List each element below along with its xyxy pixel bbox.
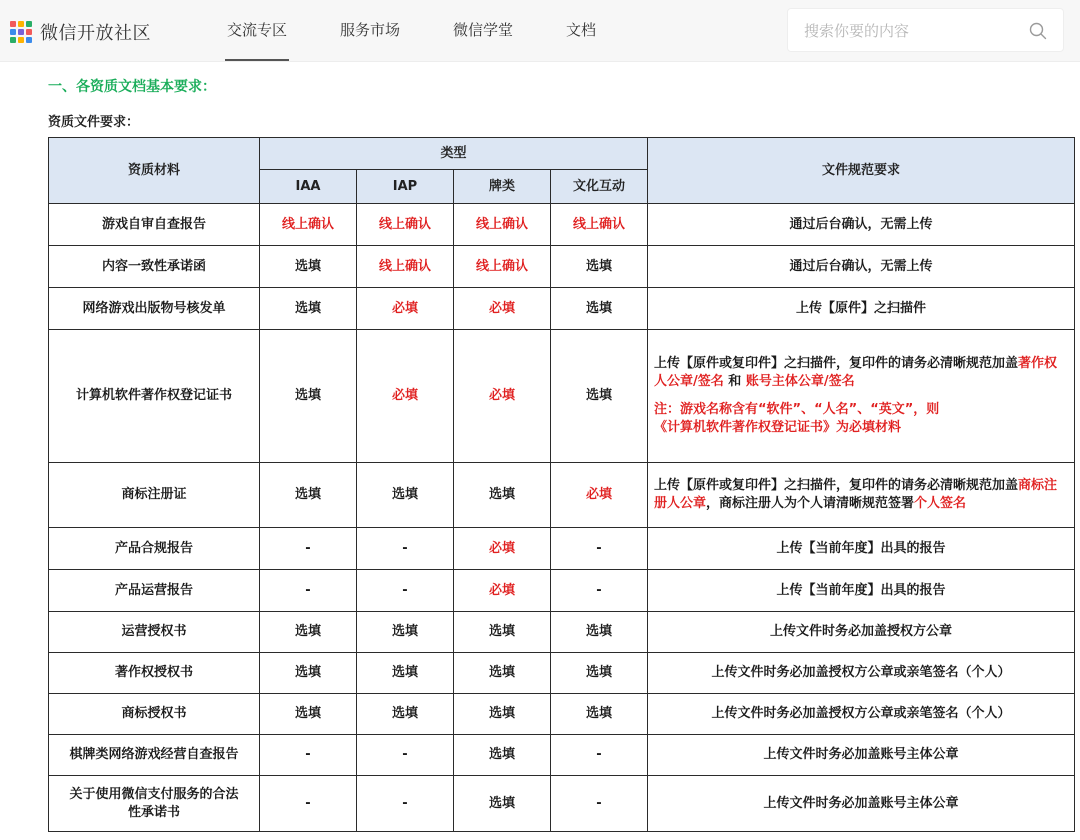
- table-row: [49, 288, 1075, 330]
- cell-card: 选填: [454, 463, 551, 528]
- nav-item-wechat-academy[interactable]: 微信学堂: [453, 21, 514, 39]
- cell-card: 必填: [454, 570, 551, 612]
- cell-card: 选填: [454, 653, 551, 694]
- logo-dot: [26, 37, 32, 43]
- header-material: 资质材料: [49, 138, 260, 204]
- cell-spec: 上传【当前年度】出具的报告: [648, 528, 1075, 570]
- material-name: 商标注册证: [49, 463, 260, 528]
- table-row: [49, 330, 1075, 463]
- header-iaa: IAA: [260, 170, 357, 204]
- table-row: [49, 694, 1075, 735]
- site-logo[interactable]: [10, 19, 151, 45]
- logo-dot: [18, 37, 24, 43]
- header-culture: 文化互动: [551, 170, 648, 204]
- nav-item-docs[interactable]: 文档: [566, 21, 597, 39]
- logo-dot: [10, 21, 16, 27]
- community-logo-icon: [10, 21, 32, 43]
- cell-iap: 选填: [357, 653, 454, 694]
- spec-highlight: 著作权人公章/签名: [654, 356, 1058, 389]
- cell-culture: -: [551, 528, 648, 570]
- cell-culture: -: [551, 570, 648, 612]
- cell-iaa: -: [260, 735, 357, 776]
- cell-iap: -: [357, 528, 454, 570]
- cell-card: 选填: [454, 776, 551, 832]
- cell-culture: -: [551, 735, 648, 776]
- material-name: 计算机软件著作权登记证书: [49, 330, 260, 463]
- cell-spec: 上传文件时务必加盖授权方公章或亲笔签名（个人）: [648, 653, 1075, 694]
- spec-highlight: 商标注册人公章: [654, 478, 1058, 511]
- material-name: 运营授权书: [49, 612, 260, 653]
- cell-culture: 选填: [551, 246, 648, 288]
- header-iap: IAP: [357, 170, 454, 204]
- cell-iaa: 选填: [260, 288, 357, 330]
- table-row: [49, 570, 1075, 612]
- material-name: 网络游戏出版物号核发单: [49, 288, 260, 330]
- material-name: 游戏自审自查报告: [49, 204, 260, 246]
- cell-iaa: -: [260, 776, 357, 832]
- logo-dot: [10, 37, 16, 43]
- cell-iap: 选填: [357, 463, 454, 528]
- cell-iaa: -: [260, 528, 357, 570]
- cell-card: 选填: [454, 735, 551, 776]
- material-name: 内容一致性承诺函: [49, 246, 260, 288]
- cell-iaa: 选填: [260, 246, 357, 288]
- cell-card: 线上确认: [454, 246, 551, 288]
- spec-text: ，商标注册人为个人请清晰规范签署: [706, 496, 915, 511]
- cell-spec: 上传文件时务必加盖账号主体公章: [648, 776, 1075, 832]
- cell-iaa: 选填: [260, 694, 357, 735]
- logo-dot: [18, 21, 24, 27]
- cell-iaa: 选填: [260, 653, 357, 694]
- nav-item-service-market[interactable]: 服务市场: [340, 21, 401, 39]
- cell-spec: 上传文件时务必加盖授权方公章: [648, 612, 1075, 653]
- cell-culture: 选填: [551, 288, 648, 330]
- cell-card: 线上确认: [454, 204, 551, 246]
- table-row: [49, 776, 1075, 832]
- cell-culture: 选填: [551, 694, 648, 735]
- sub-title: 资质文件要求：: [48, 115, 140, 130]
- cell-culture: 必填: [551, 463, 648, 528]
- cell-spec: [648, 330, 1075, 463]
- material-name: 著作权授权书: [49, 653, 260, 694]
- cell-culture: 选填: [551, 612, 648, 653]
- header-type: 类型: [260, 138, 648, 170]
- material-name: 产品运营报告: [49, 570, 260, 612]
- search-icon[interactable]: [1029, 22, 1047, 40]
- cell-card: 必填: [454, 288, 551, 330]
- cell-spec: 上传【原件】之扫描件: [648, 288, 1075, 330]
- cell-iap: 选填: [357, 612, 454, 653]
- logo-dot: [26, 29, 32, 35]
- cell-spec: 通过后台确认，无需上传: [648, 204, 1075, 246]
- spec-note: 注：游戏名称含有“软件”、“人名”、“英文”，则: [654, 402, 940, 417]
- table-header-row: [49, 138, 1075, 170]
- table-row: [49, 528, 1075, 570]
- cell-card: 选填: [454, 694, 551, 735]
- search-box: [787, 8, 1064, 52]
- spec-text: 上传【原件或复印件】之扫描件，复印件的请务必清晰规范加盖: [654, 478, 1019, 493]
- site-title: 微信开放社区: [40, 23, 151, 44]
- material-name: 棋牌类网络游戏经营自查报告: [49, 735, 260, 776]
- qualification-requirements-table: [48, 137, 1075, 832]
- cell-culture: -: [551, 776, 648, 832]
- cell-spec: 上传文件时务必加盖授权方公章或亲笔签名（个人）: [648, 694, 1075, 735]
- table-row: [49, 612, 1075, 653]
- material-name: 产品合规报告: [49, 528, 260, 570]
- material-name: [49, 776, 260, 832]
- cell-iaa: 线上确认: [260, 204, 357, 246]
- cell-iaa: -: [260, 570, 357, 612]
- cell-iap: -: [357, 570, 454, 612]
- cell-iap: -: [357, 735, 454, 776]
- table-row: [49, 735, 1075, 776]
- cell-iap: 选填: [357, 694, 454, 735]
- spec-note: 《计算机软件著作权登记证书》为必填材料: [654, 420, 902, 435]
- cell-iap: 必填: [357, 288, 454, 330]
- spec-text: 上传【原件或复印件】之扫描件，复印件的请务必清晰规范加盖: [654, 356, 1019, 371]
- spec-highlight: 账号主体公章/签名: [745, 374, 855, 389]
- cell-spec: 通过后台确认，无需上传: [648, 246, 1075, 288]
- top-navigation-bar: [0, 0, 1080, 62]
- cell-iaa: 选填: [260, 463, 357, 528]
- spec-text: 和: [723, 374, 746, 389]
- table-row: [49, 246, 1075, 288]
- table-row: [49, 204, 1075, 246]
- logo-dot: [18, 29, 24, 35]
- material-name-line: 关于使用微信支付服务的合法: [69, 786, 239, 802]
- cell-card: 必填: [454, 528, 551, 570]
- material-name-line: 性承诺书: [127, 804, 180, 820]
- search-input[interactable]: [802, 19, 1016, 43]
- cell-iaa: 选填: [260, 330, 357, 463]
- cell-iap: 线上确认: [357, 246, 454, 288]
- cell-iap: 必填: [357, 330, 454, 463]
- cell-iap: 线上确认: [357, 204, 454, 246]
- header-spec: 文件规范要求: [648, 138, 1075, 204]
- table-row: [49, 653, 1075, 694]
- cell-iaa: 选填: [260, 612, 357, 653]
- header-card: 牌类: [454, 170, 551, 204]
- cell-card: 必填: [454, 330, 551, 463]
- cell-culture: 选填: [551, 330, 648, 463]
- logo-dot: [10, 29, 16, 35]
- nav-item-exchange[interactable]: 交流专区: [227, 21, 288, 39]
- cell-culture: 线上确认: [551, 204, 648, 246]
- spec-highlight: 个人签名: [914, 496, 967, 511]
- table-row: [49, 463, 1075, 528]
- cell-spec: [648, 463, 1075, 528]
- logo-dot: [26, 21, 32, 27]
- cell-spec: 上传【当前年度】出具的报告: [648, 570, 1075, 612]
- cell-culture: 选填: [551, 653, 648, 694]
- section-title: 一、各资质文档基本要求：: [48, 79, 216, 95]
- cell-card: 选填: [454, 612, 551, 653]
- cell-iap: -: [357, 776, 454, 832]
- cell-spec: 上传文件时务必加盖账号主体公章: [648, 735, 1075, 776]
- material-name: 商标授权书: [49, 694, 260, 735]
